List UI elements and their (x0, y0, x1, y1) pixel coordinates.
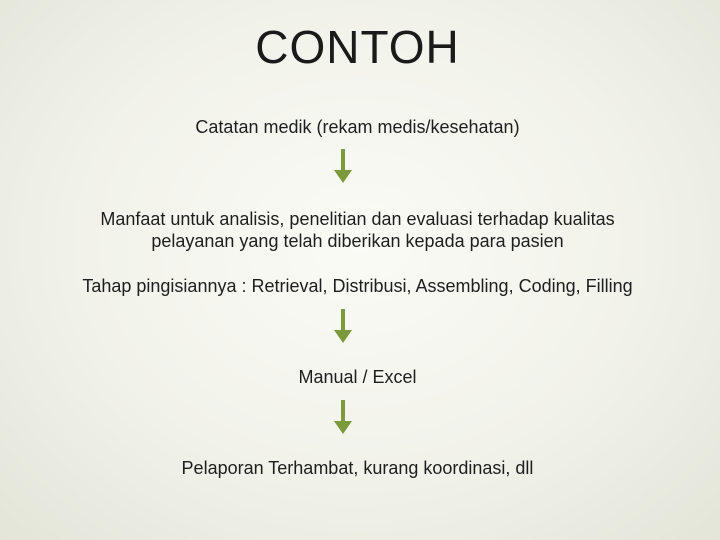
step-benefits (0, 208, 715, 252)
step-line: Manual / Excel (298, 367, 417, 387)
step-reporting (0, 457, 715, 479)
step-line: pelayanan yang telah diberikan kepada para pasien (151, 231, 564, 251)
step-filling-stages (0, 275, 715, 297)
step-line: Pelaporan Terhambat, kurang koordinasi, dll (181, 458, 534, 478)
slide-title: CONTOH (255, 21, 460, 73)
down-arrow-icon (333, 400, 353, 436)
down-arrow-icon (333, 149, 353, 185)
step-line: Catatan medik (rekam medis/kesehatan) (195, 117, 520, 137)
step-line: Tahap pingisiannya : Retrieval, Distribusi, Assembling, Coding, Filling (82, 276, 633, 296)
step-line: Manfaat untuk analisis, penelitian dan evaluasi terhadap kualitas (100, 209, 615, 229)
step-manual-excel (0, 366, 715, 388)
step-medical-records (0, 116, 715, 138)
down-arrow-icon (333, 309, 353, 345)
